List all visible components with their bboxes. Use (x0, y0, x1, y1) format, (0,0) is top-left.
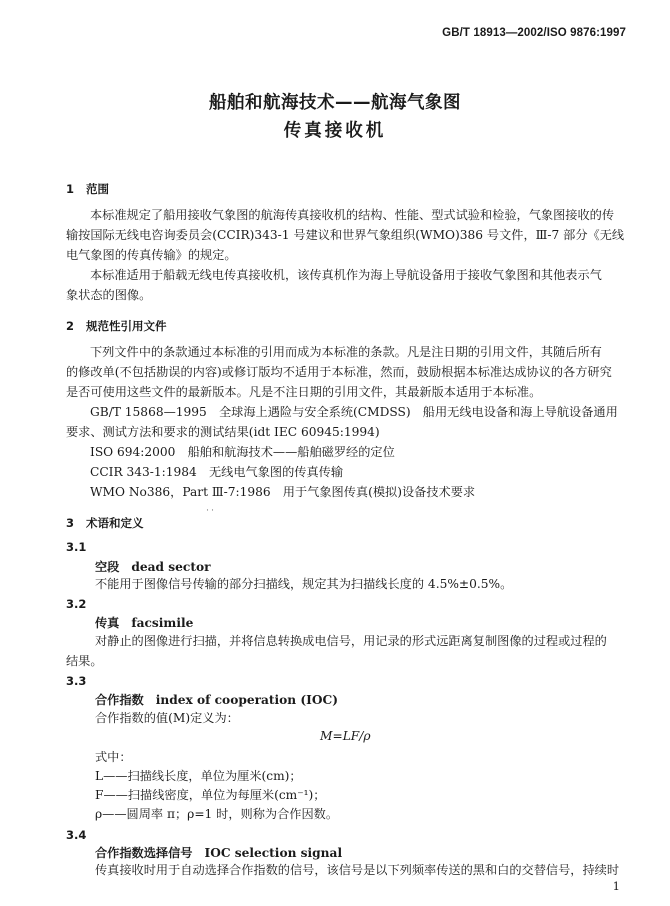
page-number: 1 (612, 879, 620, 893)
definition-line: 结果。 (66, 654, 103, 668)
reference-entry: WMO No386，Part Ⅲ-7:1986 用于气象图传真(模拟)设备技术要求 (90, 485, 476, 499)
section-title: 规范性引用文件 (86, 319, 167, 333)
definition-line: 对静止的图像进行扫描，并将信息转换成电信号，用记录的形式远距离复制图像的过程或过程的 (95, 634, 607, 648)
term-english: IOC selection signal (204, 846, 343, 860)
definition-line: 传真接收时用于自动选择合作指数的信号，该信号是以下列频率传送的黑和白的交替信号，持续时 (95, 863, 620, 877)
paragraph-line: 的修改单(不包括勘误的内容)或修订版均不适用于本标准，然而，鼓励根据本标准达成协议的各方研究 (66, 365, 612, 379)
term-chinese: 合作指数选择信号 (95, 846, 193, 860)
clause-number: 3.4 (66, 828, 87, 842)
variable-definition: F——扫描线密度，单位为每厘米(cm⁻¹)； (95, 788, 326, 802)
section-number: 2 (66, 319, 75, 333)
paragraph-line: 是否可使用这些文件的最新版本。凡是不注日期的引用文件，其最新版本适用于本标准。 (66, 385, 542, 399)
paragraph-line: 电气象图的传真传输》的规定。 (66, 248, 237, 262)
section-3-heading (66, 515, 144, 531)
reference-entry: ISO 694:2000 船舶和航海技术——船舶磁罗经的定位 (90, 445, 395, 459)
reference-entry-continued: 要求、测试方法和要求的测试结果(idt IEC 60945:1994) (66, 425, 380, 439)
document-subtitle: 传真接收机 (283, 121, 387, 141)
where-label: 式中： (95, 750, 132, 764)
clause-number: 3.1 (66, 540, 87, 554)
variable-definition: L——扫描线长度，单位为厘米(cm)； (95, 769, 302, 783)
term-heading (95, 558, 211, 575)
section-title: 术语和定义 (86, 516, 144, 530)
term-chinese: 空段 (95, 560, 120, 574)
paragraph-line: 象状态的图像。 (66, 288, 152, 302)
section-title: 范围 (86, 182, 109, 196)
paragraph-line: 本标准规定了船用接收气象图的航海传真接收机的结构、性能、型式试验和检验，气象图接收的传 (90, 208, 615, 222)
reference-entry: CCIR 343-1:1984 无线电气象图的传真传输 (90, 465, 344, 479)
term-heading (95, 844, 342, 861)
term-chinese: 合作指数 (95, 693, 144, 707)
paragraph-line: 下列文件中的条款通过本标准的引用而成为本标准的条款。凡是注日期的引用文件，其随后所有 (90, 345, 602, 359)
clause-number: 3.2 (66, 597, 87, 611)
term-english: facsimile (131, 616, 194, 630)
paragraph-line: 输按国际无线电咨询委员会(CCIR)343-1 号建议和世界气象组织(WMO)386 号文件，Ⅲ-7 部分《无线 (66, 228, 625, 242)
variable-definition: ρ——圆周率 π；ρ=1 时，则称为合作因数。 (95, 807, 339, 821)
document-title: 船舶和航海技术——航海气象图 (209, 93, 461, 113)
term-chinese: 传真 (95, 616, 120, 630)
section-number: 3 (66, 516, 75, 530)
term-english: dead sector (131, 560, 211, 574)
formula: M=LF/ρ (320, 729, 371, 743)
scan-mark: ˙˙ (205, 509, 215, 520)
term-heading (95, 691, 338, 708)
term-english: index of cooperation (IOC) (155, 693, 338, 707)
definition-line: 不能用于图像信号传输的部分扫描线，规定其为扫描线长度的 4.5%±0.5%。 (95, 577, 513, 591)
reference-entry: GB/T 15868—1995 全球海上遇险与安全系统(CMDSS) 船用无线电设备和海上导航设备通用 (90, 405, 618, 419)
definition-line: 合作指数的值(M)定义为： (95, 711, 239, 725)
section-2-heading (66, 318, 167, 334)
clause-number: 3.3 (66, 674, 87, 688)
section-1-heading (66, 181, 109, 197)
paragraph-line: 本标准适用于船载无线电传真接收机，该传真机作为海上导航设备用于接收气象图和其他表示气 (90, 268, 602, 282)
standard-number-header: GB/T 18913—2002/ISO 9876:1997 (442, 27, 626, 39)
section-number: 1 (66, 182, 75, 196)
term-heading (95, 614, 193, 631)
